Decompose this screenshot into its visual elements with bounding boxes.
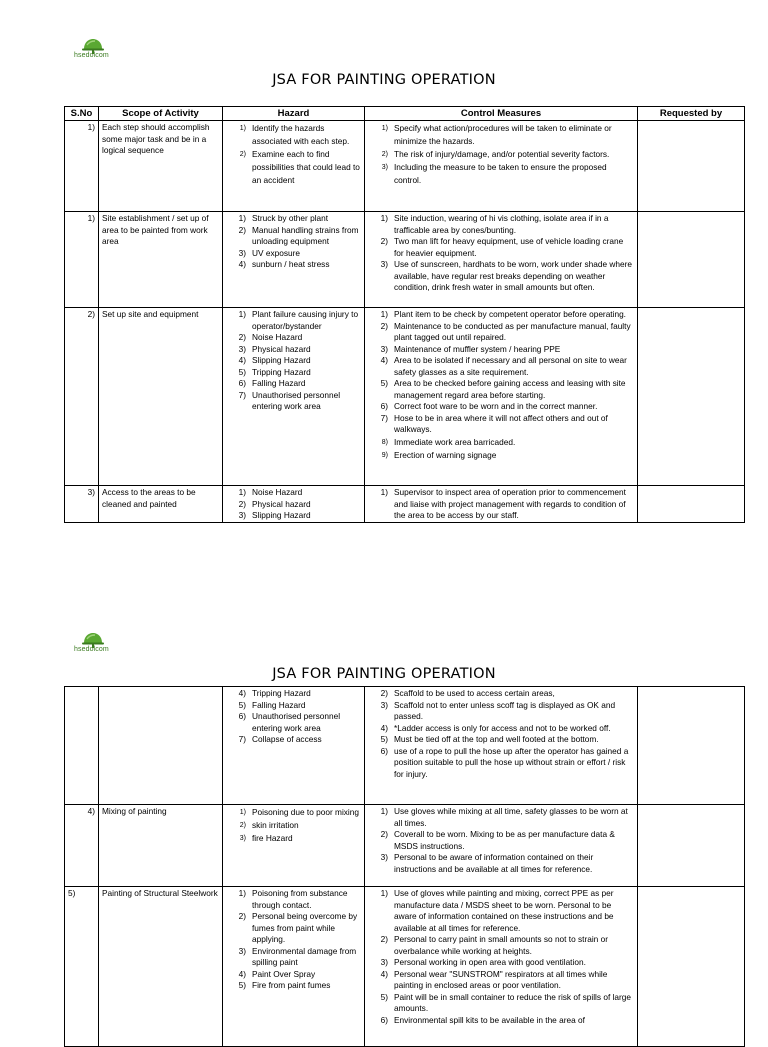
list-item: 3) Including the measure to be taken to ensure the proposed control. (381, 162, 607, 185)
list-item: 4) Area to be isolated if necessary and all personal on site to wear safety glasses as a site requirement. (380, 355, 627, 377)
list-item: 3) Scaffold not to enter unless scoff tag is displayed as OK and passed. (380, 699, 616, 721)
list-item: 3) Personal to be aware of information contained on their instructions and be available at all times for reference. (380, 852, 594, 874)
list-item: 5) Falling Hazard (238, 699, 306, 710)
jsa-table-page-1 (64, 106, 745, 523)
list-item: 1) Use of gloves while painting and mixing, correct PPE as per manufacture data / MSDS sheet to be worn. Personal to be aware of information contained on these instructions and be available at all times for reference. (380, 888, 614, 933)
list-item: 2) skin irritation (239, 820, 299, 830)
list-item: 1) Supervisor to inspect area of operation prior to commencement and liaise with project management with regards to condition of the area to be access by our staff. (380, 487, 626, 520)
list-item: 2) Two man lift for heavy equipment, use of vehicle loading crane for heavier equipment. (380, 236, 624, 258)
row-controls (365, 687, 638, 805)
header-hazard: Hazard (223, 107, 365, 121)
header-control-measures: Control Measures (365, 107, 638, 121)
row-controls (365, 887, 638, 1047)
row-sno: 1) (65, 212, 99, 308)
document-title: JSA FOR PAINTING OPERATION (272, 72, 496, 88)
list-item: 6) Environmental spill kits to be available in the area of (380, 1014, 585, 1025)
list-item: 9) Erection of warning signage (381, 449, 497, 460)
header-sno: S.No (65, 107, 99, 121)
list-item: 4) Tripping Hazard (238, 688, 311, 698)
row-controls (365, 121, 638, 212)
row-requested-by (638, 887, 745, 1047)
list-item: 1) Site induction, wearing of hi vis clothing, isolate area if in a trafficable area by cones/bunting. (380, 213, 609, 235)
header-requested-by: Requested by (638, 107, 745, 121)
row-scope: Access to the areas to be cleaned and painted (99, 486, 223, 523)
row-sno: 1) (65, 121, 99, 212)
list-item: 3) Environmental damage from spilling paint (238, 945, 357, 967)
list-item: 3) fire Hazard (239, 833, 293, 843)
list-item: 4) Paint Over Spray (238, 968, 316, 979)
row-sno: 2) (65, 308, 99, 486)
row-requested-by (638, 805, 745, 887)
hsedolcom-logo (74, 632, 124, 653)
row-requested-by (638, 121, 745, 212)
list-item: 1) Use gloves while mixing at all time, safety glasses to be worn at all times. (380, 806, 628, 828)
row-scope: Mixing of painting (99, 805, 223, 887)
list-item: 6) Correct foot ware to be worn and in the correct manner. (380, 401, 598, 411)
list-item: 4) Slipping Hazard (238, 355, 311, 365)
header-scope: Scope of Activity (99, 107, 223, 121)
list-item: 4) Personal wear "SUNSTROM" respirators at all times while painting in enclosed areas or poor ventilation. (380, 968, 608, 990)
list-item: 8) Immediate work area barricaded. (381, 436, 516, 447)
row-requested-by (638, 486, 745, 523)
list-item: 2) Physical hazard (238, 498, 311, 509)
list-item: 3) Slipping Hazard (238, 510, 311, 520)
list-item: 7) Hose to be in area where it will not affect others and out of walkways. (380, 412, 608, 434)
row-scope: Site establishment / set up of area to be painted from work area (99, 212, 223, 308)
list-item: 3) Maintenance of muffler system / hearing PPE (380, 343, 561, 354)
row-hazards (223, 308, 365, 486)
list-item: 1) Identify the hazards associated with each step. (239, 123, 350, 146)
list-item: 3) Physical hazard (238, 343, 311, 354)
list-item: 3) Personal working in open area with good ventilation. (380, 957, 586, 967)
table-row (65, 486, 745, 523)
list-item: 2) Personal to carry paint in small amounts so not to strain or overbalance while working at heights. (380, 934, 608, 956)
row-hazards (223, 887, 365, 1047)
list-item: 6) use of a rope to pull the hose up after the operator has gained a position suitable to pull the hose up without strain or effort / risk for injury. (380, 745, 629, 779)
row-sno: 3) (65, 486, 99, 523)
list-item: 7) Unauthorised personnel entering work area (238, 389, 341, 411)
list-item: 2) Coverall to be worn. Mixing to be as per manufacture data & MSDS instructions. (380, 829, 615, 851)
row-scope: Each step should accomplish some major task and be in a logical sequence (99, 121, 223, 212)
table-row (65, 308, 745, 486)
list-item: 2) Noise Hazard (238, 332, 303, 342)
list-item: 2) Examine each to find possibilities that could lead to an accident (239, 149, 360, 185)
row-scope: Painting of Structural Steelwork (99, 887, 223, 1047)
list-item: 4) sunburn / heat stress (238, 259, 330, 269)
list-item: 1) Poisoning due to poor mixing (239, 807, 360, 817)
list-item: 4) *Ladder access is only for access and not to be worked off. (380, 722, 611, 733)
logo-text: hsedolcom (74, 52, 109, 59)
table-row (65, 805, 745, 887)
row-controls (365, 486, 638, 523)
page-2 (0, 600, 768, 1024)
row-controls (365, 308, 638, 486)
row-sno: 4) (65, 805, 99, 887)
row-scope (99, 687, 223, 805)
list-item: 5) Paint will be in small container to reduce the risk of spills of large amounts. (380, 991, 632, 1013)
document-title: JSA FOR PAINTING OPERATION (272, 666, 496, 682)
list-item: 7) Collapse of access (238, 734, 322, 744)
row-hazards (223, 486, 365, 523)
table-row (65, 121, 745, 212)
list-item: 1) Struck by other plant (238, 213, 329, 223)
row-sno: 5) (65, 887, 99, 1047)
jsa-table-page-2 (64, 686, 745, 1047)
list-item: 3) Use of sunscreen, hardhats to be worn, work under shade where available, have regular rest breaks depending on weather condition, drink fresh water in small amounts but often. (380, 259, 632, 292)
list-item: 5) Tripping Hazard (238, 366, 311, 377)
list-item: 3) UV exposure (238, 247, 300, 258)
row-hazards (223, 805, 365, 887)
list-item: 6) Falling Hazard (238, 378, 306, 388)
row-controls (365, 805, 638, 887)
list-item: 1) Specify what action/procedures will be taken to eliminate or minimize the hazards. (381, 123, 612, 146)
list-item: 5) Fire from paint fumes (238, 980, 331, 990)
hsedolcom-logo (74, 38, 124, 59)
row-scope: Set up site and equipment (99, 308, 223, 486)
list-item: 2) Scaffold to be used to access certain areas, (380, 688, 555, 698)
list-item: 1) Plant item to be check by competent operator before operating. (380, 309, 626, 319)
row-hazards (223, 687, 365, 805)
row-controls (365, 212, 638, 308)
table-header-row (65, 107, 745, 121)
row-hazards (223, 212, 365, 308)
list-item: 5) Area to be checked before gaining access and leasing with site management regard area before starting. (380, 378, 626, 400)
list-item: 2) Manual handling strains from unloading equipment (238, 224, 359, 246)
list-item: 6) Unauthorised personnel entering work area (238, 711, 341, 733)
row-requested-by (638, 212, 745, 308)
table-row (65, 887, 745, 1047)
logo-text: hsedolcom (74, 646, 109, 653)
list-item: 2) The risk of injury/damage, and/or potential severity factors. (381, 149, 610, 159)
list-item: 1) Noise Hazard (238, 487, 303, 497)
row-requested-by (638, 308, 745, 486)
list-item: 2) Personal being overcome by fumes from paint while applying. (238, 911, 358, 944)
row-hazards (223, 121, 365, 212)
table-row (65, 212, 745, 308)
list-item: 1) Plant failure causing injury to operator/bystander (238, 309, 359, 331)
row-sno (65, 687, 99, 805)
list-item: 1) Poisoning from substance through contact. (238, 888, 348, 910)
table-row (65, 687, 745, 805)
list-item: 2) Maintenance to be conducted as per manufacture manual, faulty plant tagged out until repaired. (380, 320, 631, 342)
list-item: 5) Must be tied off at the top and well footed at the bottom. (380, 734, 599, 744)
row-requested-by (638, 687, 745, 805)
